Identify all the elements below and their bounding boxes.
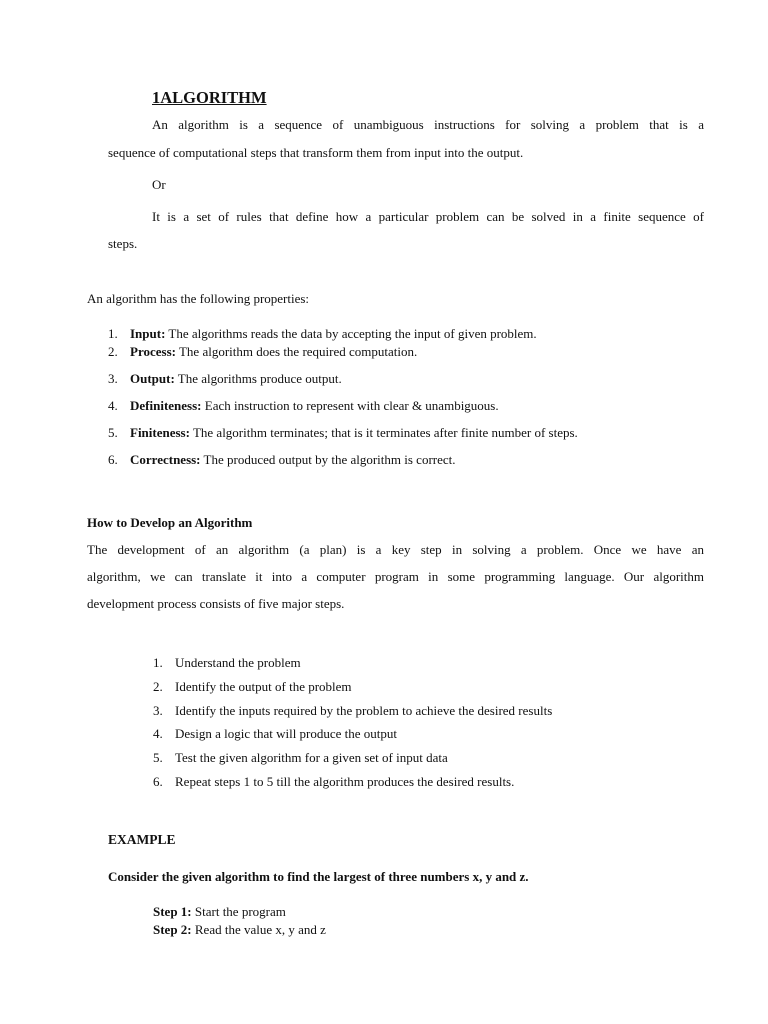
property-text: Each instruction to represent with clear & unambiguous. <box>201 398 499 413</box>
intro-paragraph-2-line-1: It is a set of rules that define how a particular problem can be solved in a finite sequence of <box>152 209 704 224</box>
develop-heading: How to Develop an Algorithm <box>87 515 253 530</box>
property-term: Correctness: <box>130 452 201 467</box>
list-number: 4. <box>153 726 163 741</box>
list-item <box>153 655 301 671</box>
property-text: The algorithms reads the data by accepting the input of given problem. <box>165 326 537 341</box>
example-subheading: Consider the given algorithm to find the largest of three numbers x, y and z. <box>108 869 529 884</box>
list-item <box>108 398 499 414</box>
list-item <box>108 425 578 441</box>
list-item <box>153 726 397 742</box>
list-item <box>153 774 514 790</box>
step-text: Test the given algorithm for a given set of input data <box>175 750 448 765</box>
intro-or: Or <box>152 177 166 192</box>
step-label: Step 2: <box>153 922 192 937</box>
list-item <box>153 679 352 695</box>
property-text: The algorithm terminates; that is it terminates after finite number of steps. <box>189 425 578 440</box>
list-number: 6. <box>108 452 118 467</box>
step-label: Step 1: <box>153 904 192 919</box>
property-term: Input: <box>130 326 166 341</box>
list-number: 2. <box>108 344 118 359</box>
step-text: Repeat steps 1 to 5 till the algorithm produces the desired results. <box>175 774 515 789</box>
property-term: Process: <box>130 344 176 359</box>
develop-paragraph-line-2: algorithm, we can translate it into a computer program in some programming language. Our algorithm <box>87 569 704 584</box>
step-text: Identify the output of the problem <box>175 679 352 694</box>
list-item <box>153 703 552 719</box>
property-term: Definiteness: <box>130 398 202 413</box>
list-item <box>108 344 417 360</box>
example-step <box>153 904 286 920</box>
list-number: 1. <box>108 326 118 341</box>
intro-paragraph-1-line-1: An algorithm is a sequence of unambiguous instructions for solving a problem that is a <box>152 117 704 132</box>
step-text: Start the program <box>191 904 286 919</box>
step-text: Understand the problem <box>175 655 301 670</box>
list-item <box>153 750 448 766</box>
step-text: Identify the inputs required by the problem to achieve the desired results <box>175 703 553 718</box>
page-title: 1ALGORITHM <box>152 88 267 107</box>
develop-paragraph-line-1: The development of an algorithm (a plan) is a key step in solving a problem. Once we have an <box>87 542 704 557</box>
list-number: 4. <box>108 398 118 413</box>
property-text: The produced output by the algorithm is correct. <box>200 452 456 467</box>
list-item <box>108 326 537 342</box>
intro-paragraph-1-line-2: sequence of computational steps that transform them from input into the output. <box>108 145 524 160</box>
step-text: Design a logic that will produce the output <box>175 726 398 741</box>
list-number: 2. <box>153 679 163 694</box>
property-text: The algorithms produce output. <box>174 371 342 386</box>
example-heading: EXAMPLE <box>108 832 176 847</box>
list-number: 1. <box>153 655 163 670</box>
list-item <box>108 452 456 468</box>
example-step <box>153 922 326 938</box>
list-item <box>108 371 342 387</box>
list-number: 3. <box>153 703 163 718</box>
intro-paragraph-2-line-2: steps. <box>108 236 138 251</box>
property-text: The algorithm does the required computation. <box>175 344 418 359</box>
list-number: 5. <box>108 425 118 440</box>
list-number: 5. <box>153 750 163 765</box>
property-term: Output: <box>130 371 175 386</box>
step-text: Read the value x, y and z <box>191 922 326 937</box>
develop-paragraph-line-3: development process consists of five major steps. <box>87 596 345 611</box>
properties-heading: An algorithm has the following properties: <box>87 291 310 306</box>
list-number: 3. <box>108 371 118 386</box>
list-number: 6. <box>153 774 163 789</box>
property-term: Finiteness: <box>130 425 190 440</box>
